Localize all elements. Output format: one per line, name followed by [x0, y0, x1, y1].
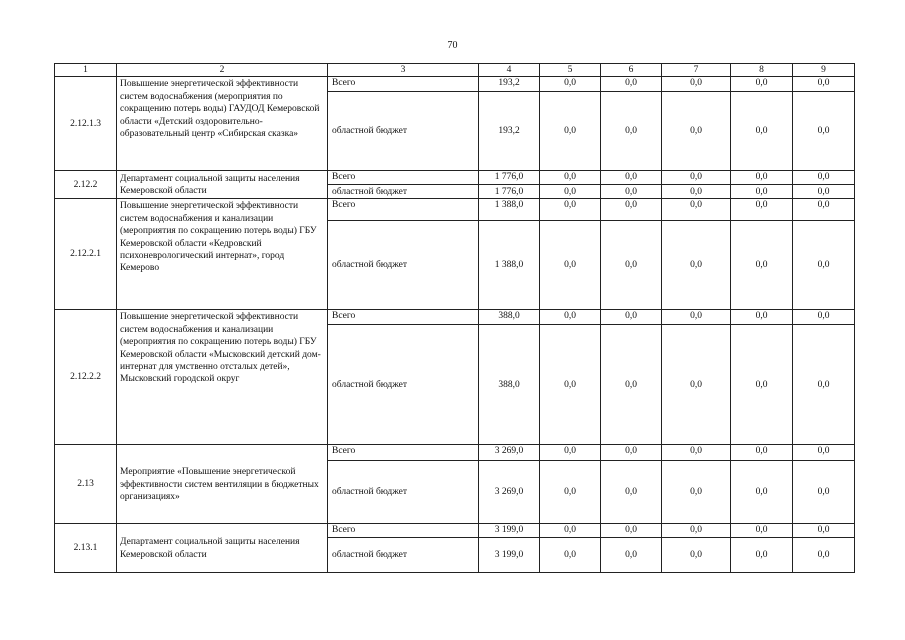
source-cell: Всего [328, 524, 479, 537]
column-header: 7 [662, 64, 731, 77]
source-cell: Всего [328, 199, 479, 221]
source-cell: областной бюджет [328, 325, 479, 445]
column-header: 9 [793, 64, 855, 77]
value-cell: 0,0 [662, 445, 731, 461]
page-number: 70 [447, 40, 458, 51]
value-cell: 0,0 [793, 221, 855, 310]
table-row [55, 310, 855, 325]
value-cell: 0,0 [540, 325, 601, 445]
source-cell: областной бюджет [328, 185, 479, 199]
column-number-row [55, 64, 855, 77]
source-cell: Всего [328, 445, 479, 461]
table-row [55, 445, 855, 461]
value-cell: 0,0 [731, 310, 793, 325]
table-row [55, 77, 855, 92]
value-cell: 3 199,0 [479, 524, 540, 537]
value-cell: 0,0 [731, 199, 793, 221]
value-cell: 193,2 [479, 92, 540, 171]
value-cell: 0,0 [540, 185, 601, 199]
source-cell: Всего [328, 310, 479, 325]
source-cell: областной бюджет [328, 537, 479, 572]
column-header: 8 [731, 64, 793, 77]
value-cell: 0,0 [793, 461, 855, 524]
row-code: 2.12.2 [55, 171, 117, 199]
value-cell: 0,0 [731, 461, 793, 524]
row-name: Мероприятие «Повышение энергетической эффективности систем вентиляции в бюджетных организациях» [117, 445, 328, 524]
row-code: 2.13 [55, 445, 117, 524]
budget-table [54, 63, 855, 573]
value-cell: 0,0 [601, 221, 662, 310]
column-header: 4 [479, 64, 540, 77]
value-cell: 0,0 [540, 310, 601, 325]
value-cell: 0,0 [793, 325, 855, 445]
source-cell: областной бюджет [328, 92, 479, 171]
value-cell: 0,0 [540, 445, 601, 461]
table-row [55, 171, 855, 185]
value-cell: 0,0 [540, 537, 601, 572]
value-cell: 0,0 [601, 325, 662, 445]
value-cell: 0,0 [540, 524, 601, 537]
column-header: 2 [117, 64, 328, 77]
row-name: Департамент социальной защиты населения Кемеровской области [117, 171, 328, 199]
value-cell: 0,0 [793, 92, 855, 171]
column-header: 1 [55, 64, 117, 77]
value-cell: 0,0 [662, 524, 731, 537]
value-cell: 0,0 [540, 199, 601, 221]
value-cell: 0,0 [601, 524, 662, 537]
value-cell: 0,0 [662, 461, 731, 524]
row-name: Повышение энергетической эффективности систем водоснабжения (мероприятия по сокращению потерь воды) ГАУДОД Кемеровской области «Детский оздоровительно-образовательный центр «Сибирская сказка» [117, 77, 328, 171]
value-cell: 0,0 [793, 537, 855, 572]
source-cell: областной бюджет [328, 221, 479, 310]
value-cell: 0,0 [601, 445, 662, 461]
value-cell: 0,0 [731, 445, 793, 461]
value-cell: 0,0 [731, 185, 793, 199]
value-cell: 1 388,0 [479, 199, 540, 221]
value-cell: 388,0 [479, 310, 540, 325]
value-cell: 0,0 [662, 221, 731, 310]
value-cell: 0,0 [601, 171, 662, 185]
row-code: 2.12.2.2 [55, 310, 117, 445]
value-cell: 0,0 [601, 77, 662, 92]
value-cell: 388,0 [479, 325, 540, 445]
table-row [55, 199, 855, 221]
table-row [55, 524, 855, 537]
row-name: Повышение энергетической эффективности систем водоснабжения и канализации (мероприятия по сокращению потерь воды) ГБУ Кемеровской области «Мысковский детский дом-интернат для умственно отсталых детей», Мысковский городской округ [117, 310, 328, 445]
value-cell: 0,0 [601, 92, 662, 171]
value-cell: 0,0 [731, 221, 793, 310]
value-cell: 0,0 [601, 461, 662, 524]
value-cell: 0,0 [793, 171, 855, 185]
value-cell: 0,0 [793, 310, 855, 325]
value-cell: 1 776,0 [479, 171, 540, 185]
value-cell: 0,0 [662, 310, 731, 325]
value-cell: 193,2 [479, 77, 540, 92]
value-cell: 0,0 [731, 77, 793, 92]
value-cell: 0,0 [601, 537, 662, 572]
value-cell: 0,0 [793, 199, 855, 221]
value-cell: 0,0 [601, 310, 662, 325]
value-cell: 1 776,0 [479, 185, 540, 199]
value-cell: 0,0 [662, 185, 731, 199]
value-cell: 0,0 [540, 171, 601, 185]
value-cell: 0,0 [601, 185, 662, 199]
row-code: 2.13.1 [55, 524, 117, 572]
value-cell: 1 388,0 [479, 221, 540, 310]
value-cell: 0,0 [662, 171, 731, 185]
value-cell: 0,0 [731, 537, 793, 572]
source-cell: Всего [328, 171, 479, 185]
source-cell: областной бюджет [328, 461, 479, 524]
value-cell: 0,0 [662, 199, 731, 221]
value-cell: 3 269,0 [479, 445, 540, 461]
row-name: Департамент социальной защиты населения Кемеровской области [117, 524, 328, 572]
value-cell: 0,0 [601, 199, 662, 221]
value-cell: 0,0 [662, 537, 731, 572]
value-cell: 0,0 [731, 171, 793, 185]
value-cell: 0,0 [662, 92, 731, 171]
row-name: Повышение энергетической эффективности систем водоснабжения и канализации (мероприятия по сокращению потерь воды) ГБУ Кемеровской области «Кедровский психоневрологический интернат», город Кемерово [117, 199, 328, 310]
value-cell: 0,0 [662, 325, 731, 445]
column-header: 5 [540, 64, 601, 77]
column-header: 6 [601, 64, 662, 77]
value-cell: 0,0 [793, 185, 855, 199]
value-cell: 3 199,0 [479, 537, 540, 572]
value-cell: 0,0 [793, 524, 855, 537]
value-cell: 0,0 [731, 524, 793, 537]
row-code: 2.12.1.3 [55, 77, 117, 171]
value-cell: 0,0 [540, 77, 601, 92]
value-cell: 3 269,0 [479, 461, 540, 524]
row-code: 2.12.2.1 [55, 199, 117, 310]
value-cell: 0,0 [540, 221, 601, 310]
value-cell: 0,0 [540, 461, 601, 524]
value-cell: 0,0 [731, 325, 793, 445]
value-cell: 0,0 [540, 92, 601, 171]
value-cell: 0,0 [731, 92, 793, 171]
column-header: 3 [328, 64, 479, 77]
source-cell: Всего [328, 77, 479, 92]
value-cell: 0,0 [793, 445, 855, 461]
value-cell: 0,0 [662, 77, 731, 92]
value-cell: 0,0 [793, 77, 855, 92]
